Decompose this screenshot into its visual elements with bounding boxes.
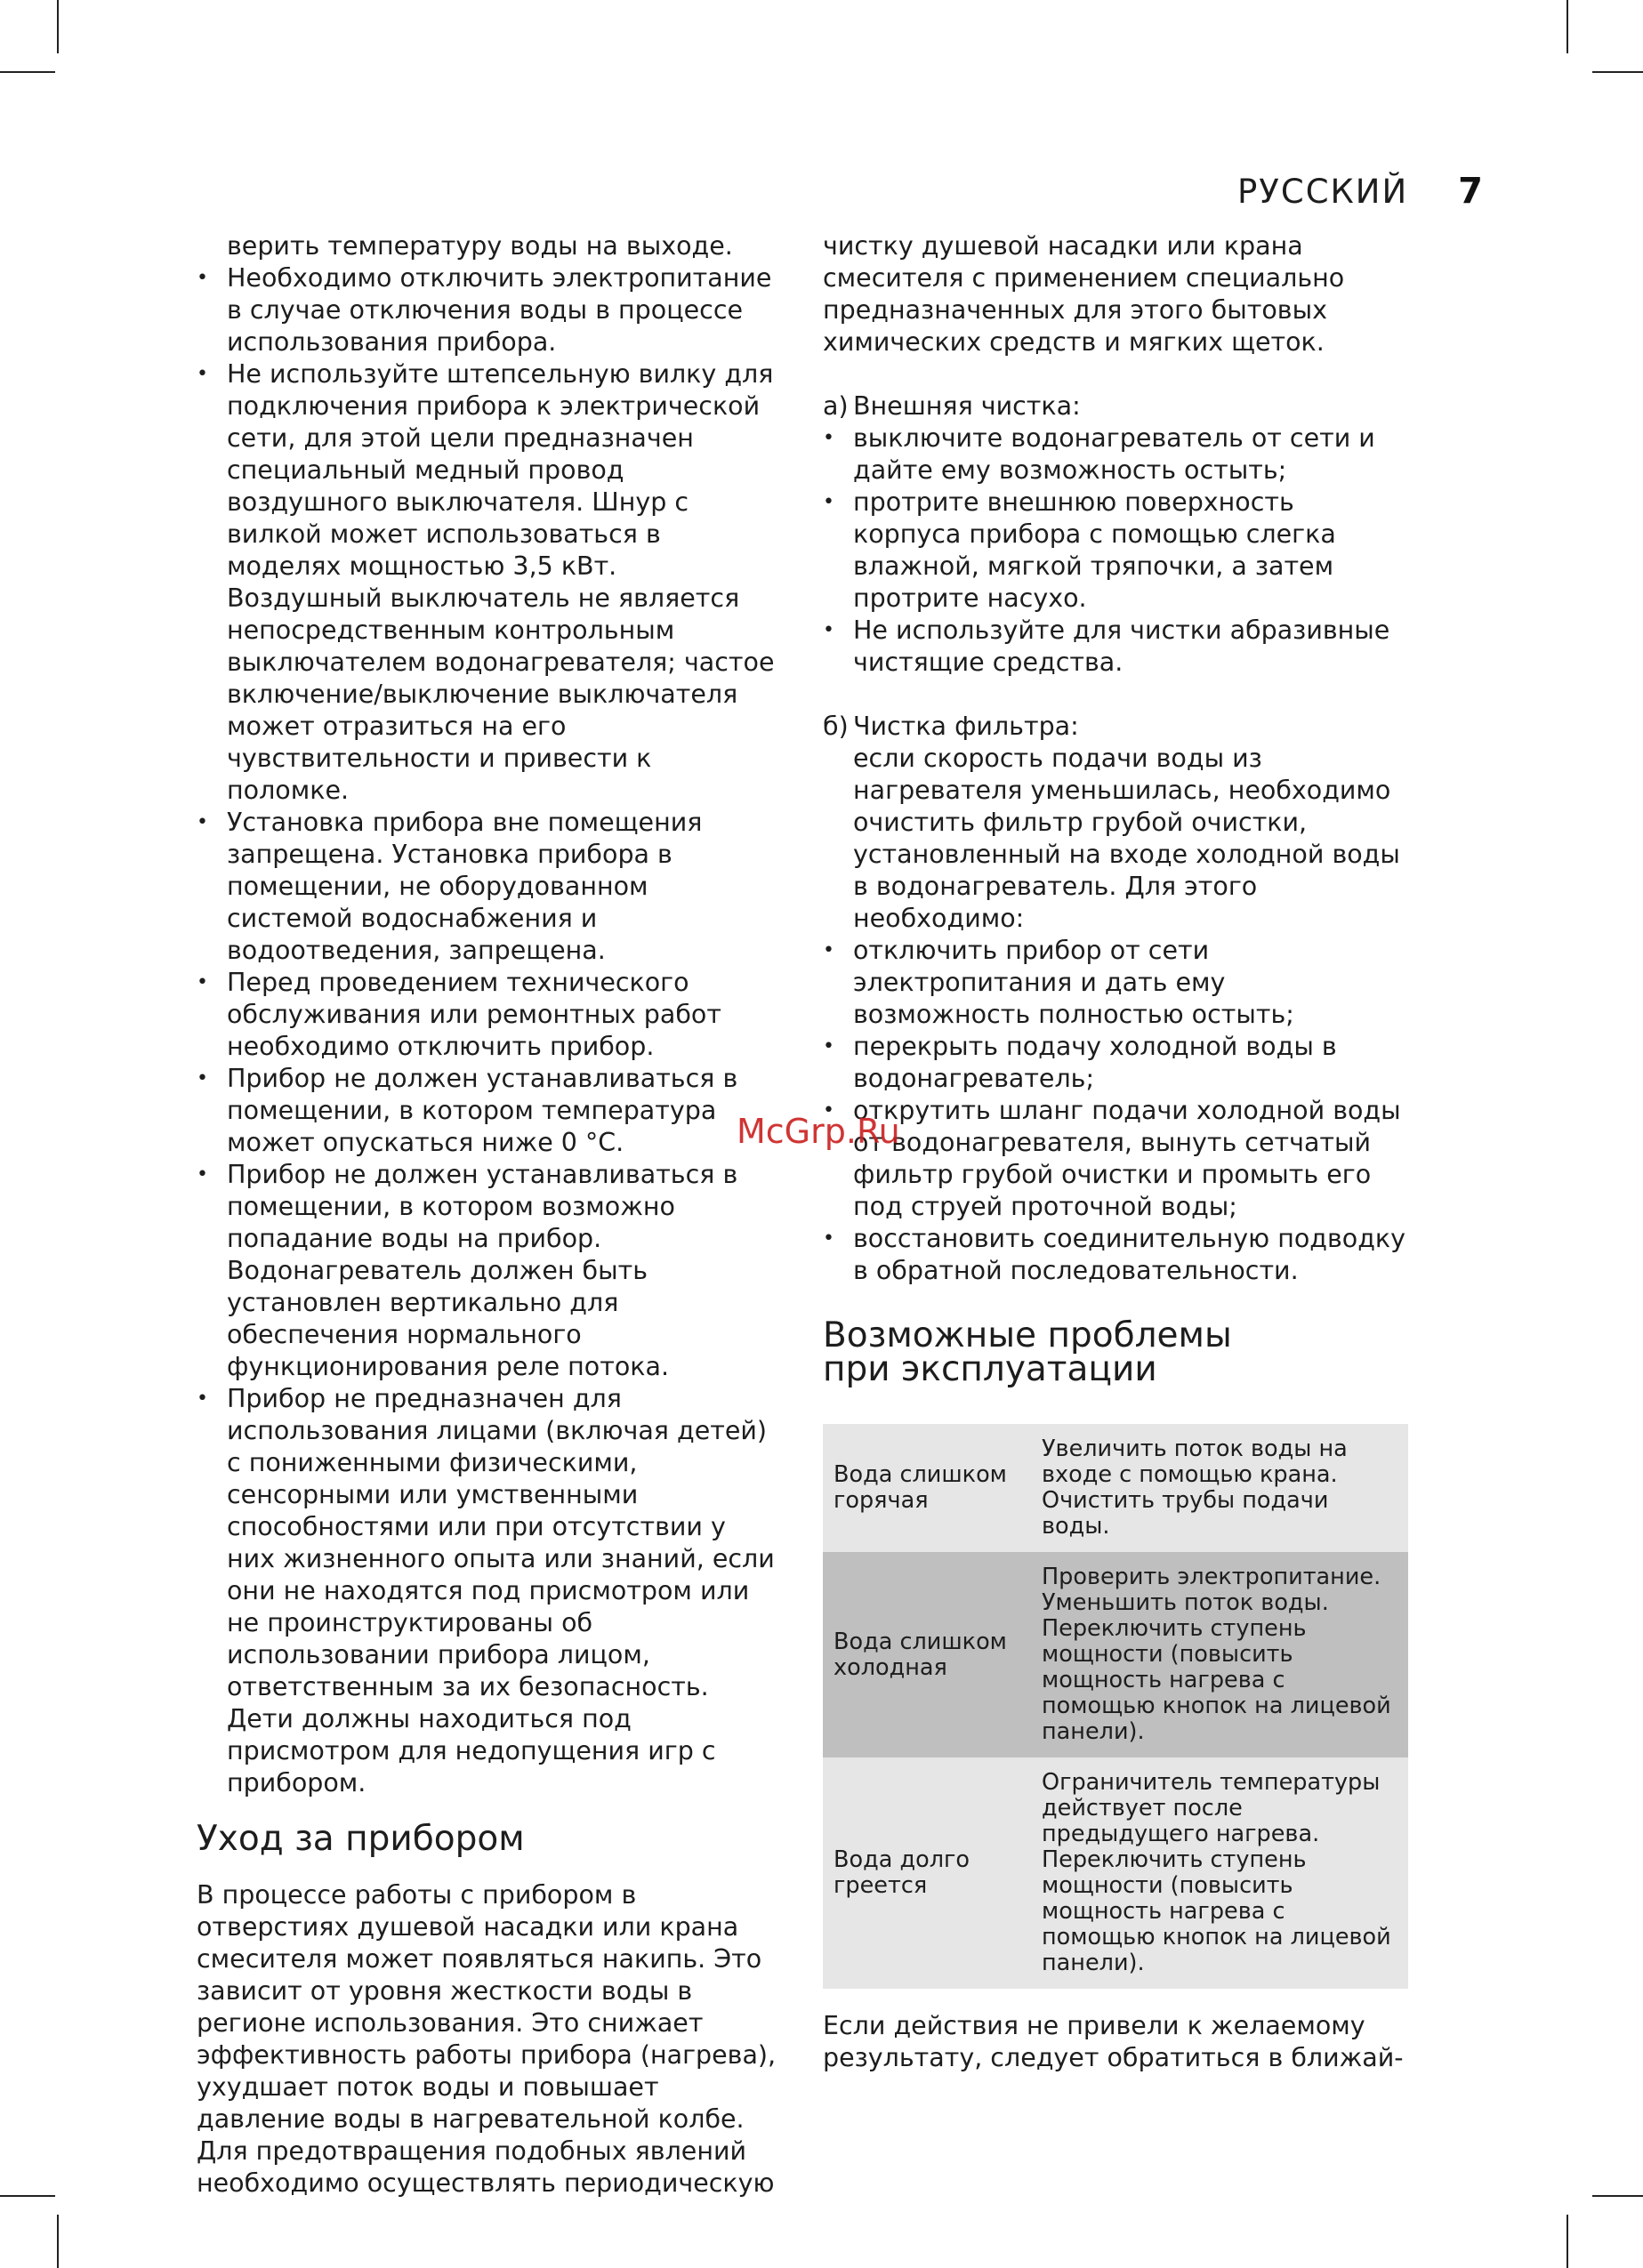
list-item: • Прибор не должен устанавливаться в помещении, в котором температура может опускаться ниже 0 °C. — [197, 1063, 779, 1159]
solution-cell: Проверить электропитание. Уменьшить поток воды. Переключить ступень мощности (повысить мощность нагрева с помощью кнопок на лицевой панели). — [1042, 1564, 1391, 1745]
care-paragraph: В процессе работы с прибором в отверстиях душевой насадки или крана смесителя может появляться накипь. Это зависит от уровня жесткости воды в регионе использования. Это снижает эффективность работы прибора (нагрева), ухудшает поток воды и повышает давление воды в нагревательной колбе. — [197, 1880, 777, 2134]
table-row — [823, 1552, 1408, 1757]
list-item: • восстановить соединительную подводку в обратной последовательности. — [823, 1223, 1410, 1287]
continuation-text: верить температуру воды на выходе. — [227, 231, 733, 261]
right-column — [823, 230, 1410, 2074]
list-item: • Необходимо отключить электропитание в случае отключения воды в процессе использования прибора. — [197, 262, 779, 358]
care-paragraph: Для предотвращения подобных явлений необходимо осуществлять периодическую — [197, 2136, 775, 2198]
section-letter: б) — [823, 712, 849, 741]
list-item: • Прибор не должен устанавливаться в помещении, в котором возможно попадание воды на прибор. Водонагреватель должен быть установлен вертикально для обеспечения нормального функционирования реле потока. — [197, 1159, 779, 1383]
crop-mark — [1592, 71, 1643, 73]
list-item: • Установка прибора вне помещения запрещена. Установка прибора в помещении, не оборудованном системой водоснабжения и водоотведения, запрещена. — [197, 807, 779, 967]
section-title: Внешняя чистка: — [853, 391, 1081, 421]
section-a-title — [823, 390, 1410, 422]
list-item: • Не используйте штепсельную вилку для подключения прибора к электрической сети, для этой цели предназначен специальный медный провод воздушного выключателя. Шнур с вилкой может использоваться в моделях мощностью 3,5 кВт. Воздушный выключатель не является непосредственным контрольным выключателем водонагревателя; частое включение/выключение выключателя может отразиться на его чувствительности и привести к поломке. — [197, 358, 779, 807]
section-letter: а) — [823, 391, 849, 421]
safety-list — [197, 262, 779, 1799]
watermark: McGrp.Ru — [737, 1112, 900, 1151]
list-item: • выключите водонагреватель от сети и дайте ему возможность остыть; — [823, 422, 1410, 487]
crop-mark — [1566, 0, 1568, 53]
continuation-text: чистку душевой насадки или крана смесителя с применением специально предназначенных для этого бытовых химических средств и мягких щеток. — [823, 231, 1345, 357]
section-b-title — [823, 711, 1410, 743]
footer-text: Если действия не привели к желаемому результату, следует обратиться в ближай- — [823, 2011, 1404, 2072]
table-row — [823, 1757, 1408, 1989]
crop-mark — [0, 71, 55, 73]
list-item: • Перед проведением технического обслуживания или ремонтных работ необходимо отключить прибор. — [197, 967, 779, 1063]
problem-cell: Вода слишком горячая — [834, 1461, 1007, 1514]
page-header — [1237, 171, 1483, 212]
problem-cell: Вода долго греется — [834, 1846, 970, 1899]
crop-mark — [57, 2215, 59, 2268]
problem-cell: Вода слишком холодная — [834, 1628, 1007, 1681]
filter-cleaning-list — [823, 935, 1410, 1287]
crop-mark — [1566, 2215, 1568, 2268]
list-item: • открутить шланг подачи холодной воды от водонагревателя, вынуть сетчатый фильтр грубой очистки и промыть его под струей проточной воды; — [823, 1095, 1410, 1223]
language-label: РУССКИЙ — [1237, 173, 1409, 211]
filter-intro: если скорость подачи воды из нагревателя уменьшилась, необходимо очистить фильтр грубой очистки, установленный на входе холодной воды в водонагреватель. Для этого необходимо: — [853, 744, 1400, 933]
list-item: • отключить прибор от сети электропитания и дать ему возможность полностью остыть; — [823, 935, 1410, 1031]
troubleshooting-table — [823, 1424, 1408, 1989]
crop-mark — [1592, 2195, 1643, 2197]
list-item: • протрите внешнюю поверхность корпуса прибора с помощью слегка влажной, мягкой тряпочки, а затем протрите насухо. — [823, 487, 1410, 615]
left-column — [197, 230, 779, 2200]
external-cleaning-list — [823, 422, 1410, 679]
crop-mark — [57, 0, 59, 53]
solution-cell: Увеличить поток воды на входе с помощью крана. Очистить трубы подачи воды. — [1042, 1436, 1348, 1540]
list-item: • перекрыть подачу холодной воды в водонагреватель; — [823, 1031, 1410, 1095]
list-item: • Не используйте для чистки абразивные чистящие средства. — [823, 615, 1410, 679]
problems-heading: Возможные проблемы при эксплуатации — [823, 1315, 1232, 1389]
solution-cell: Ограничитель температуры действует после предыдущего нагрева. Переключить ступень мощности (повысить мощность нагрева с помощью кнопок на лицевой панели). — [1042, 1769, 1391, 1976]
table-row — [823, 1424, 1408, 1552]
care-heading: Уход за прибором — [197, 1819, 525, 1859]
crop-mark — [0, 2195, 55, 2197]
section-title: Чистка фильтра: — [853, 712, 1079, 741]
page-number: 7 — [1458, 171, 1483, 212]
list-item: • Прибор не предназначен для использования лицами (включая детей) с пониженными физическими, сенсорными или умственными способностями или при отсутствии у них жизненного опыта или знаний, если они не находятся под присмотром или не проинструктированы об использовании прибора лицом, ответственным за их безопасность. Дети должны находиться под присмотром для недопущения игр с прибором. — [197, 1383, 779, 1799]
